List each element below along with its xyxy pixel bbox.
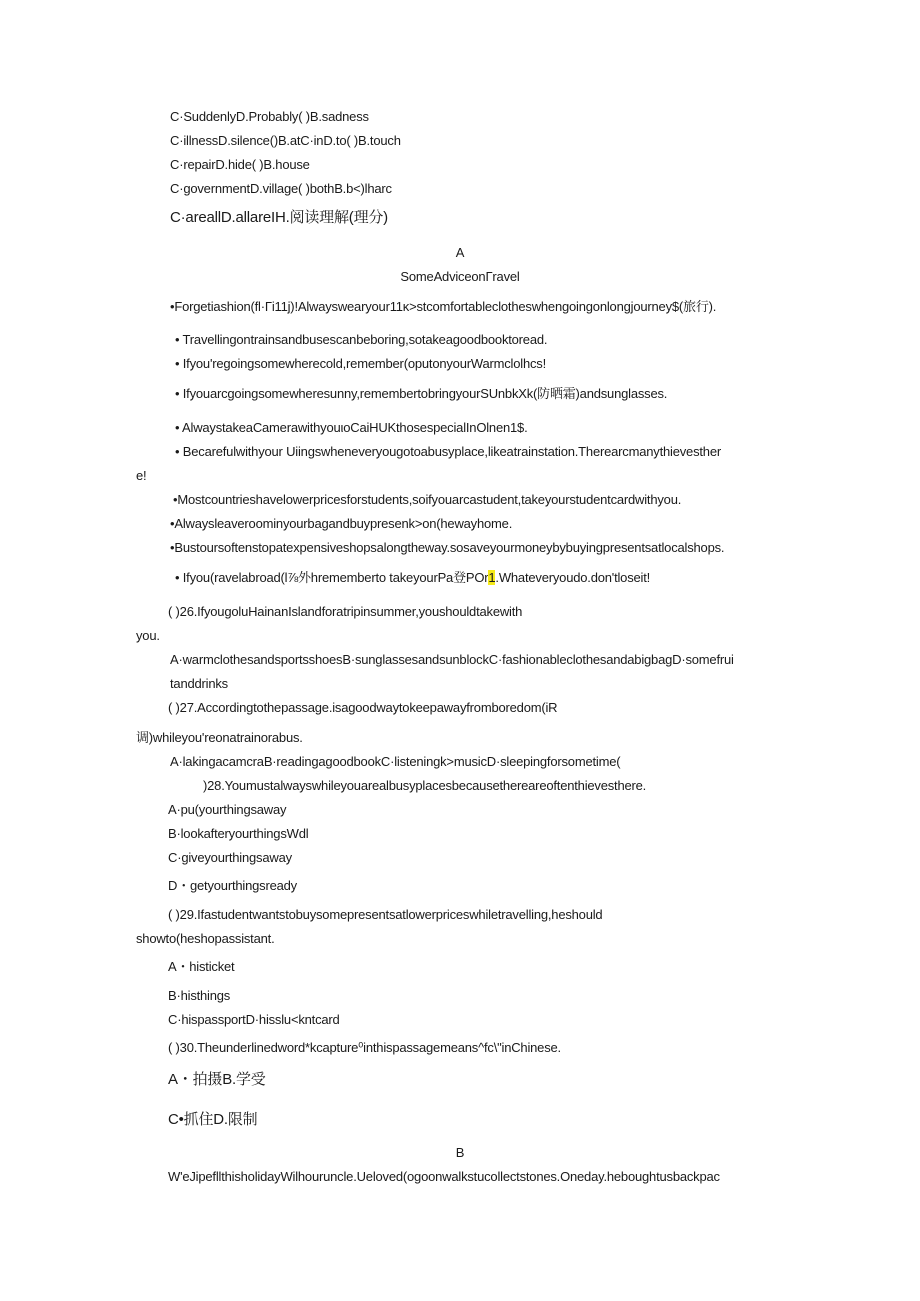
question-line: 调)whileyou'reonatrainorabus.	[136, 730, 303, 745]
question-line: showto(heshopassistant.	[136, 931, 275, 946]
option-a: A・histicket	[168, 959, 235, 974]
passage-line: • Travellingontrainsandbusescanbeboring,sotakeagoodbooktoread.	[175, 332, 548, 347]
option-cd: C·hispassportD·hisslu<kntcard	[168, 1012, 340, 1027]
passage-text: • Ifyou(ravelabroad(l⅞外hrememberto takeyourPa登POr	[175, 570, 489, 585]
option-cd: C•抓住D.限制	[168, 1111, 258, 1128]
passage-line: • Ifyou'regoingsomewherecold,remember(oputonyourWarmclolhcs!	[175, 356, 546, 371]
section-b-label: B	[455, 1145, 465, 1160]
passage-line: W'eJipefllthisholidayWilhouruncle.Uеloved(ogoonwalkstucollectstones.Oneday.heboughtusbackpac	[168, 1169, 720, 1184]
passage-line: •Alwaysleaveroominyourbagandbuypresenk>on(hewayhome.	[170, 516, 513, 531]
passage-line	[175, 570, 650, 586]
question-line: you.	[136, 628, 160, 643]
option-c: C·giveyourthingsaway	[168, 850, 292, 865]
question-options: A·warmclothesandsportsshoesB·sunglassesandsunblockC·fashionableclothesandabigbagD·somefrui	[170, 652, 734, 667]
section-a-label: A	[455, 245, 465, 260]
passage-line: •Forgetiashion(fl·Γi11j)!Alwayswearyour11κ>stcomfortableclotheswhengoingonlongjourney$(旅行).	[170, 299, 717, 314]
passage-line: e!	[136, 468, 147, 483]
option-d: D・getyourthingsready	[168, 878, 297, 893]
option-line: C·SuddenlyD.Probably( )B.sadness	[170, 109, 369, 124]
option-line: C·repairD.hide( )B.house	[170, 157, 310, 172]
question-28: )28.Youmustalwayswhileyouarealbusyplacesbecausethereareoftenthievesthere.	[203, 778, 647, 793]
question-line: tanddrinks	[170, 676, 228, 691]
passage-text: .Whateveryoudo.don'tloseit!	[495, 570, 651, 585]
passage-line: • Becarefulwithyour Uiingswheneveryougotoabusyplace,likeatrainstation.Therearcmanythievesther	[175, 444, 721, 459]
passage-line: • Ifyouarcgoingsomewheresunny,remembertobringyourSUnbkXk(防晒霜)andsunglasses.	[175, 386, 668, 401]
question-26: ( )26.IfyougoluHainanIslandforatripinsummer,youshouldtakewith	[168, 604, 523, 619]
section-heading: C·areallD.allareIH.阅读理解(理分)	[170, 209, 388, 226]
option-b: B·histhings	[168, 988, 231, 1003]
option-a: A·pu(yourthingsaway	[168, 802, 287, 817]
option-line: C·governmentD.village( )bothB.b<)lharc	[170, 181, 392, 196]
option-ab: A・拍摄B.学受	[168, 1071, 266, 1088]
passage-line: •Bustoursoftenstopatexpensiveshopsalongtheway.sosaveyourmoneybybuyingpresentsatlocalshops.	[170, 540, 725, 555]
passage-line: • AlwaystakeaCamerawithyouιoCaiHUKthosespecialInOlnen1$.	[175, 420, 528, 435]
question-29: ( )29.Ifastudentwantstobuysomepresentsatlowerpriceswhiletravelling,heshould	[168, 907, 603, 922]
option-b: B·lookafteryourthingsWdl	[168, 826, 309, 841]
highlighted-text: 1	[488, 570, 496, 585]
passage-title: SomeAdviceonΓravel	[400, 269, 520, 284]
question-30: ( )30.Theunderlinedword*kcapture⁰inthispassagemeans^fc\"inChinese.	[168, 1040, 561, 1055]
question-options: A·lakingacamcraB·readingagoodbookC·listeningk>musicD·sleepingforsometime(	[170, 754, 621, 769]
option-line: C·illnessD.silence()B.atC·inD.to( )B.touch	[170, 133, 401, 148]
passage-line: •Mostcountrieshavelowerpricesforstudents,soifyouarcastudent,takeyourstudentcardwithyou.	[173, 492, 682, 507]
question-27: ( )27.Accordingtothepassage.isagoodwaytokeepawayfromboredom(iR	[168, 700, 558, 715]
